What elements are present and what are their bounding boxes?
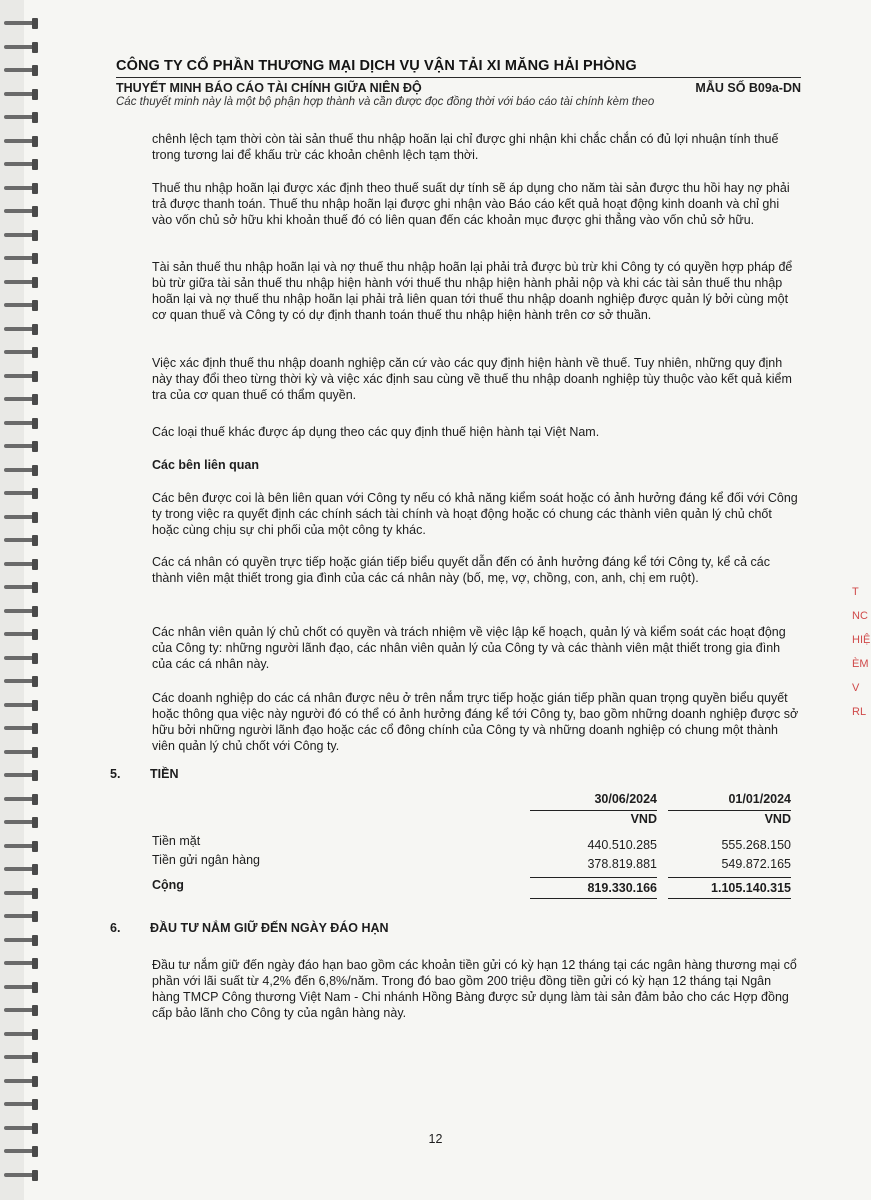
binding-ring: [4, 559, 42, 570]
section-5-title: TIỀN: [150, 767, 179, 781]
cash-on-hand-01-01-2024: 555.268.150: [721, 838, 791, 852]
cash-on-hand-30-06-2024: 440.510.285: [587, 838, 657, 852]
binding-ring: [4, 324, 42, 335]
section-5-number: 5.: [110, 767, 121, 781]
binding-ring: [4, 629, 42, 640]
page-number: 12: [428, 1132, 443, 1146]
binding-ring: [4, 676, 42, 687]
spiral-binding: [0, 0, 44, 1200]
binding-ring: [4, 606, 42, 617]
binding-ring: [4, 230, 42, 241]
row-label-cash-on-hand: Tiền mặt: [152, 834, 201, 848]
section-6-paragraph: Đầu tư nắm giữ đến ngày đáo hạn bao gồm các khoản tiền gửi có kỳ hạn 12 tháng tại các ngân hàng thương mại cổ phần với lãi suất từ 4,2% đến 6,8%/năm. Trong đó bao gồm 200 triệu đồng tiền gửi có kỳ hạn 12 tháng tại Ngân hàng TMCP Công thương Việt Nam - Chi nhánh Hồng Bàng được sử dụng làm tài sản đảm bảo cho các Hợp đồng cấp bảo lãnh cho Công ty của ngân hàng này.: [152, 958, 797, 1020]
binding-ring: [4, 465, 42, 476]
row-label-bank-deposits: Tiền gửi ngân hàng: [152, 853, 260, 867]
form-number: MẪU SỐ B09a-DN: [695, 81, 801, 95]
stamp-text: NC: [852, 610, 868, 622]
binding-ring: [4, 371, 42, 382]
column-2-total-rule-top: [668, 877, 791, 878]
binding-ring: [4, 418, 42, 429]
column-1-total-rule-top: [530, 877, 657, 878]
binding-ring: [4, 841, 42, 852]
paragraph-corporate-tax: Việc xác định thuế thu nhập doanh nghiệp căn cứ vào các quy định hiện hành về thuế. Tuy nhiên, những quy định này thay đổi theo từng thời kỳ và việc xác định sau cùng về thuế thu nhập doanh nghiệp tùy thuộc vào kết quả kiểm tra của cơ quan thuế có thẩm quyền.: [152, 356, 792, 402]
column-1-header-rule: [530, 810, 657, 811]
binding-ring: [4, 770, 42, 781]
column-date-01-01-2024: 01/01/2024: [728, 792, 791, 806]
binding-ring: [4, 817, 42, 828]
binding-ring: [4, 277, 42, 288]
binding-ring: [4, 42, 42, 53]
column-1-total-rule-bottom: [530, 898, 657, 899]
binding-ring: [4, 112, 42, 123]
binding-ring: [4, 1052, 42, 1063]
related-parties-paragraph-1: Các bên được coi là bên liên quan với Công ty nếu có khả năng kiểm soát hoặc có ảnh hưởng đáng kể đối với Công ty trong việc ra quyết định các chính sách tài chính và hoạt động hoặc có chung các thành viên quản lý chủ chốt hoặc cùng chịu sự chi phối của một công ty khác.: [152, 491, 798, 537]
related-parties-paragraph-2: Các cá nhân có quyền trực tiếp hoặc gián tiếp biểu quyết dẫn đến có ảnh hưởng đáng kể tới Công ty, kể cả các thành viên mật thiết trong gia đình của các cá nhân này (bố, mẹ, vợ, chồng, con, anh, chị em ruột).: [152, 555, 771, 585]
binding-ring: [4, 347, 42, 358]
paragraph-deferred-tax-1: chênh lệch tạm thời còn tài sản thuế thu nhập hoãn lại chỉ được ghi nhận khi chắc chắn có đủ lợi nhuận tính thuế trong tương lai để khấu trừ các khoản chênh lệch tạm thời.: [152, 132, 779, 162]
row-label-total: Cộng: [152, 878, 184, 892]
binding-ring: [4, 488, 42, 499]
stamp-text: T: [852, 586, 859, 598]
red-stamp-fragment: [852, 580, 871, 730]
stamp-text: HIỆ: [852, 634, 871, 646]
binding-ring: [4, 958, 42, 969]
company-name: CÔNG TY CỔ PHẦN THƯƠNG MẠI DỊCH VỤ VẬN TẢI XI MĂNG HẢI PHÒNG: [116, 58, 801, 78]
binding-ring: [4, 441, 42, 452]
related-parties-heading: Các bên liên quan: [152, 458, 259, 472]
document-title: THUYẾT MINH BÁO CÁO TÀI CHÍNH GIỮA NIÊN ĐỘ: [116, 81, 422, 95]
section-6-number: 6.: [110, 921, 121, 935]
binding-ring: [4, 1170, 42, 1181]
binding-ring: [4, 653, 42, 664]
binding-ring: [4, 582, 42, 593]
binding-ring: [4, 864, 42, 875]
stamp-text: V: [852, 682, 860, 694]
binding-ring: [4, 535, 42, 546]
binding-ring: [4, 1146, 42, 1157]
bank-deposits-01-01-2024: 549.872.165: [721, 857, 791, 871]
bank-deposits-30-06-2024: 378.819.881: [587, 857, 657, 871]
binding-ring: [4, 935, 42, 946]
binding-ring: [4, 1029, 42, 1040]
binding-ring: [4, 183, 42, 194]
binding-ring: [4, 723, 42, 734]
stamp-text: RL: [852, 706, 867, 718]
binding-ring: [4, 700, 42, 711]
binding-ring: [4, 911, 42, 922]
binding-ring: [4, 18, 42, 29]
total-30-06-2024: 819.330.166: [587, 881, 657, 895]
paragraph-deferred-tax-3: Tài sản thuế thu nhập hoãn lại và nợ thuế thu nhập hoãn lại phải trả được bù trừ khi Công ty có quyền hợp pháp để bù trừ giữa tài sản thuế thu nhập hiện hành với thuế thu nhập hiện hành phải nộp và khi các tài sản thuế thu nhập hoãn lại và nợ thuế thu nhập hoãn lại phải trả liên quan tới thuế thu nhập doanh nghiệp được quản lý bởi cùng một cơ quan thuế và Công ty có dự định thanh toán thuế thu nhập hiện hành trên cơ sở thuần.: [152, 260, 793, 322]
binding-ring: [4, 89, 42, 100]
related-parties-paragraph-3: Các nhân viên quản lý chủ chốt có quyền và trách nhiệm về việc lập kế hoạch, quản lý và kiểm soát các hoạt động của Công ty: những người lãnh đạo, các nhân viên quản lý của Công ty và các thành viên mật thiết trong gia đình của các cá nhân này.: [152, 625, 786, 671]
binding-ring: [4, 253, 42, 264]
column-date-30-06-2024: 30/06/2024: [594, 792, 657, 806]
paragraph-other-taxes: Các loại thuế khác được áp dụng theo các quy định thuế hiện hành tại Việt Nam.: [152, 425, 600, 439]
binding-ring: [4, 747, 42, 758]
binding-ring: [4, 394, 42, 405]
binding-ring: [4, 65, 42, 76]
binding-ring: [4, 1099, 42, 1110]
paragraph-deferred-tax-2: Thuế thu nhập hoãn lại được xác định theo thuế suất dự tính sẽ áp dụng cho năm tài sản được thu hồi hay nợ phải trả được thanh toán. Thuế thu nhập hoãn lại được ghi nhận vào Báo cáo kết quả hoạt động kinh doanh và chỉ ghi vào vốn chủ sở hữu khi khoản thuế đó có liên quan đến các khoản mục được ghi thẳng vào vốn chủ sở hữu.: [152, 181, 790, 227]
column-2-unit: VND: [764, 812, 791, 826]
binding-ring: [4, 794, 42, 805]
binding-ring: [4, 136, 42, 147]
section-6-title: ĐẦU TƯ NẮM GIỮ ĐẾN NGÀY ĐÁO HẠN: [150, 921, 389, 935]
binding-ring: [4, 888, 42, 899]
column-2-header-rule: [668, 810, 791, 811]
binding-ring: [4, 1005, 42, 1016]
stamp-text: ÈM: [852, 658, 869, 670]
column-1-unit: VND: [630, 812, 657, 826]
header-subtitle: Các thuyết minh này là một bộ phận hợp thành và cần được đọc đồng thời với báo cáo tài chính kèm theo: [116, 96, 655, 108]
binding-ring: [4, 159, 42, 170]
binding-ring: [4, 1076, 42, 1087]
column-2-total-rule-bottom: [668, 898, 791, 899]
binding-ring: [4, 982, 42, 993]
related-parties-paragraph-4: Các doanh nghiệp do các cá nhân được nêu ở trên nắm trực tiếp hoặc gián tiếp phần quan trọng quyền biểu quyết hoặc thông qua việc này người đó có thể có ảnh hưởng đáng kể tới Công ty, bao gồm những doanh nghiệp được sở hữu bởi những người lãnh đạo hoặc các cổ đông chính của Công ty và những doanh nghiệp có chung một thành viên quản lý chủ chốt với Công ty.: [152, 691, 799, 753]
binding-ring: [4, 512, 42, 523]
binding-ring: [4, 206, 42, 217]
page-header: [116, 58, 801, 108]
total-01-01-2024: 1.105.140.315: [711, 881, 791, 895]
binding-ring: [4, 300, 42, 311]
